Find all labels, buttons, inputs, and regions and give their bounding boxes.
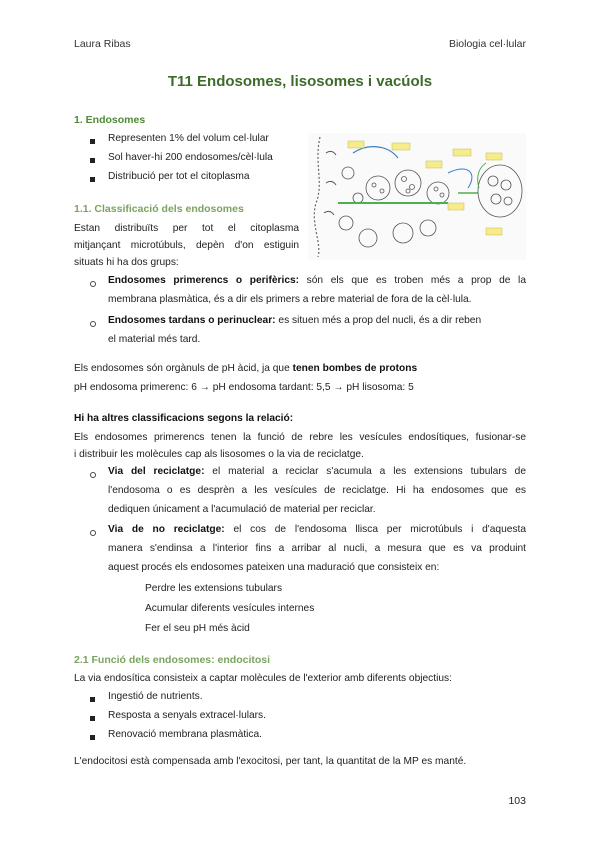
paragraph-ph (74, 360, 526, 378)
section1-bullet-list (0, 133, 300, 193)
paragraph-line: i distribuir les molècules cap als lisosomes o la via de reciclatge. (74, 449, 364, 460)
term-description: dediquen únicament a l'acumulació de material per reciclar. (108, 504, 376, 515)
bullet-marker (90, 735, 95, 740)
bullet-marker (90, 530, 96, 536)
page-number: 103 (508, 795, 526, 807)
header-subject: Biologia cel·lular (448, 38, 526, 50)
list-item: Sol haver-hi 200 endosomes/cèl·lula (108, 152, 273, 163)
list-item: Distribució per tot el citoplasma (108, 171, 250, 182)
term-bold: Via de no reciclatge: (108, 524, 225, 535)
paragraph-line: Els endosomes primerencs tenen la funció de rebre les vesícules endosítiques, fusionar-se (74, 432, 526, 443)
bullet-marker (90, 716, 95, 721)
section-heading-endosomes: 1. Endosomes (74, 114, 146, 126)
term-description: es situen més a prop del nucli, és a dir reben (275, 315, 482, 326)
section-heading-endocytosis: 2.1 Funció dels endosomes: endocitosi (74, 654, 271, 666)
maturation-step: Perdre les extensions tubulars (145, 583, 283, 594)
bullet-marker (90, 139, 95, 144)
list-item: Ingestió de nutrients. (108, 691, 203, 702)
term-description: el cos de l'endosoma llisca per microtúbuls i d'aquesta (224, 524, 526, 535)
bullet-marker (90, 177, 95, 182)
bullet-marker (90, 281, 96, 287)
paragraph-line: La via endosítica consisteix a captar molècules de l'exterior amb diferents objectius: (74, 673, 452, 684)
bullet-marker (90, 158, 95, 163)
bullet-marker (90, 697, 95, 702)
page-title: T11 Endosomes, lisosomes i vacúols (167, 73, 433, 90)
maturation-step: Acumular diferents vesícules internes (145, 603, 315, 614)
term-description: aquest procés els endosomes pateixen una maduració que consisteix en: (108, 562, 440, 573)
bullet-marker (90, 472, 96, 478)
list-item: Representen 1% del volum cel·lular (108, 133, 269, 144)
bullet-marker (90, 321, 96, 327)
term-description: membrana plasmàtica, és a dir els primers a rebre material de fora de la cèl·lula. (108, 294, 472, 305)
term-description: el material a reciclar s'acumula a les extensions tubulars de (204, 466, 526, 477)
endosome-pathway-diagram (308, 133, 526, 260)
list-item: Resposta a senyals extracel·lulars. (108, 710, 266, 721)
term-bold: Endosomes primerencs o perifèrics: (108, 275, 300, 286)
endocytosis-bullet-list (0, 691, 300, 751)
section-heading-classification: 1.1. Classificació dels endosomes (74, 203, 244, 215)
paragraph-line: situats hi ha dos grups: (74, 257, 179, 268)
term-bold: Via del reciclatge: (108, 466, 205, 477)
term-description: manera s'endinsa a l'interior fins a arribar al nucli, a mesura que es va produint (108, 543, 526, 554)
term-bold: tenen bombes de protons (292, 363, 418, 374)
paragraph-text: Els endosomes són orgànuls de pH àcid, ja que (74, 363, 293, 374)
term-description: són els que es troben més a prop de la (299, 275, 526, 286)
maturation-step: Fer el seu pH més àcid (145, 623, 250, 634)
recycling-pathways-list (0, 466, 600, 636)
paragraph-line: Estan distribuïts per tot el citoplasma (74, 223, 299, 234)
header-author: Laura Ribas (74, 38, 131, 50)
list-item: Renovació membrana plasmàtica. (108, 729, 263, 740)
classification-heading: Hi ha altres classificacions segons la relació: (74, 413, 294, 424)
paragraph-line: mitjançant microtúbuls, depèn d'on estiguin (74, 240, 299, 251)
paragraph-line: L'endocitosi està compensada amb l'exocitosi, per tant, la quantitat de la MP es manté. (74, 756, 467, 767)
term-description: l'endosoma o es desprèn a les vesícules de reciclatge. Hi ha endosomes que es (108, 485, 526, 496)
term-bold: Endosomes tardans o perinuclear: (108, 315, 276, 326)
term-description: el material més tard. (108, 334, 201, 345)
ph-values-line: pH endosoma primerenc: 6 → pH endosoma tardant: 5,5 → pH lisosoma: 5 (74, 382, 414, 393)
endosome-types-list (0, 275, 600, 350)
